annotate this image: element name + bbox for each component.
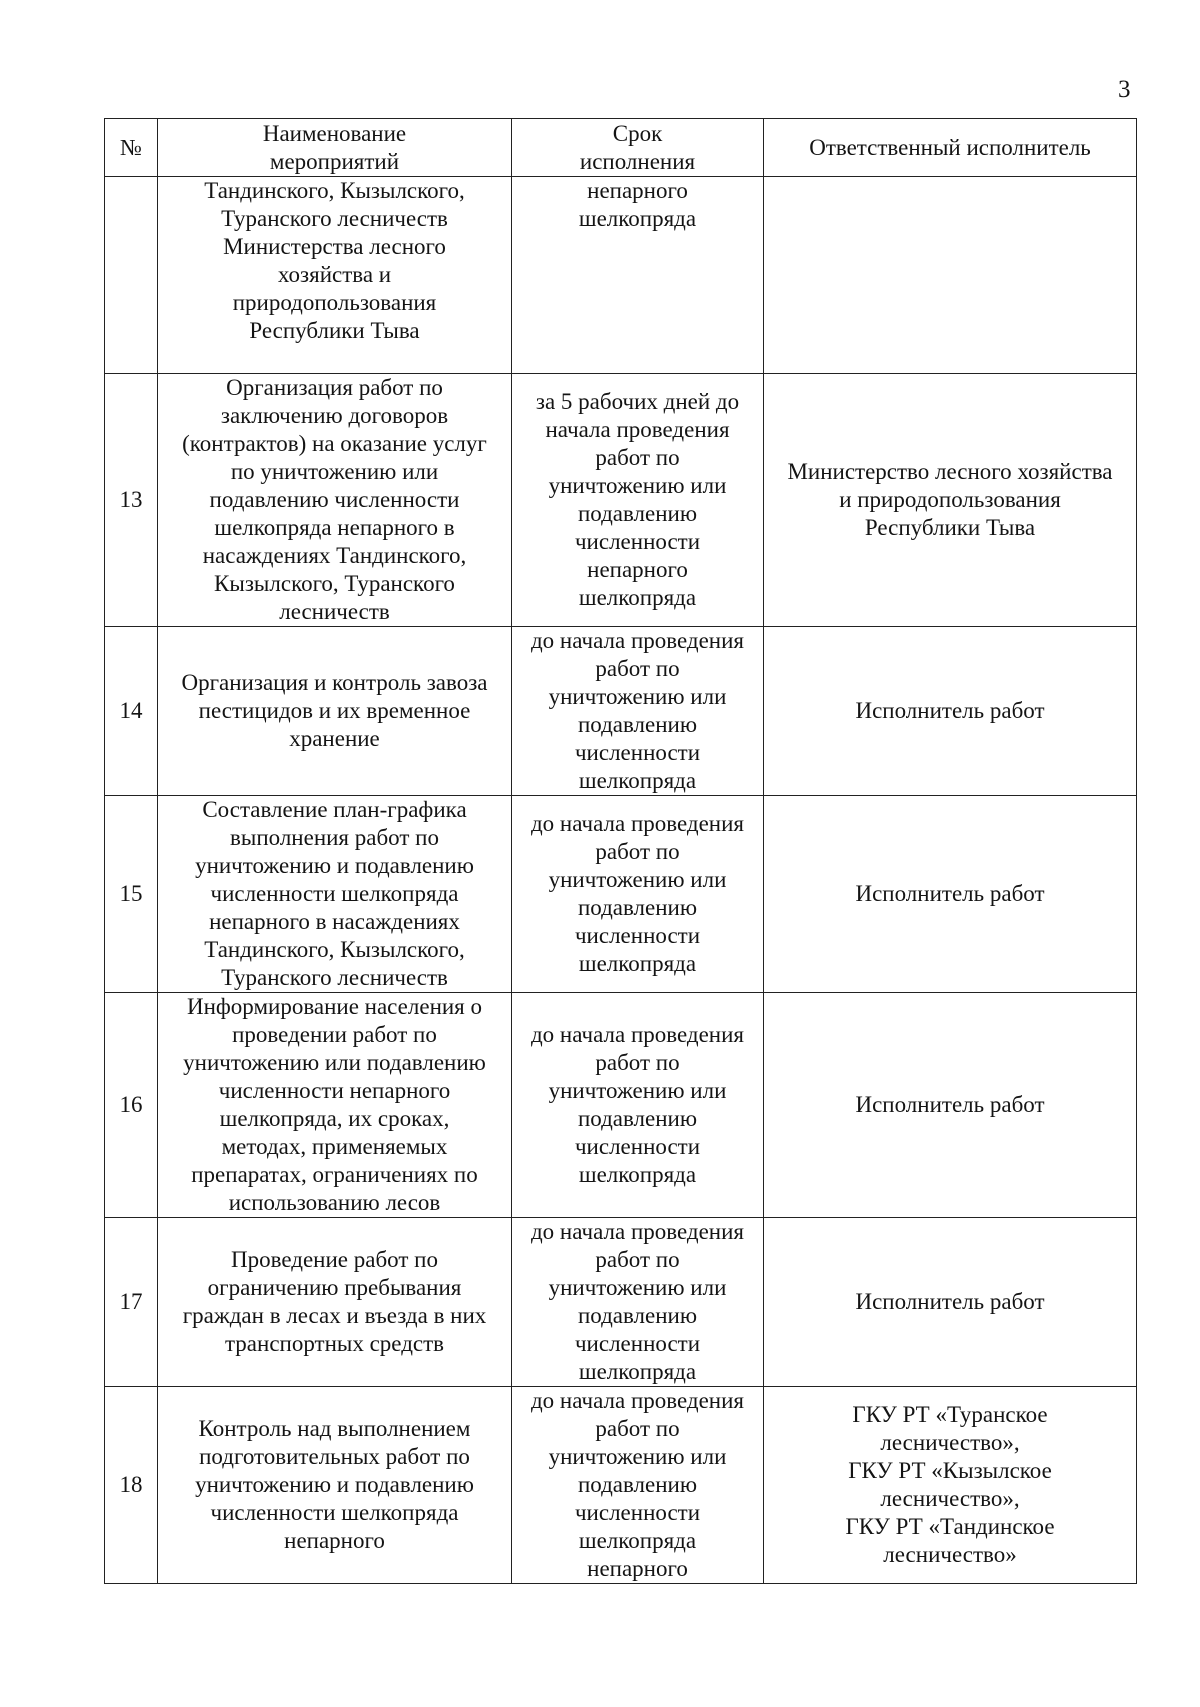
cell-name: Проведение работ по ограничению пребывания граждан в лесах и въезда в них транспортных средств xyxy=(158,1218,512,1387)
cell-responsible: Исполнитель работ xyxy=(764,796,1137,993)
page-number: 3 xyxy=(1118,76,1131,103)
cell-responsible: ГКУ РТ «Туранское лесничество», ГКУ РТ «Кызылское лесничество», ГКУ РТ «Тандинское лесничество» xyxy=(764,1387,1137,1584)
header-name: Наименование мероприятий xyxy=(158,119,512,177)
table-row xyxy=(105,627,1137,796)
activities-table xyxy=(104,118,1137,1584)
cell-no: 18 xyxy=(105,1387,158,1584)
cell-name: Составление план-графика выполнения работ по уничтожению и подавлению численности шелкопряда непарного в насаждениях Тандинского, Кызылского, Туранского лесничеств xyxy=(158,796,512,993)
cell-deadline: до начала проведения работ по уничтожению или подавлению численности шелкопряда xyxy=(512,1218,764,1387)
table-row xyxy=(105,374,1137,627)
cell-name: Информирование населения о проведении работ по уничтожению или подавлению численности непарного шелкопряда, их сроках, методах, применяемых препаратах, ограничениях по использованию лесов xyxy=(158,993,512,1218)
cell-no xyxy=(105,177,158,374)
table-row xyxy=(105,177,1137,374)
cell-responsible xyxy=(764,177,1137,374)
table-row xyxy=(105,1387,1137,1584)
cell-no: 15 xyxy=(105,796,158,993)
cell-deadline: до начала проведения работ по уничтожению или подавлению численности шелкопряда xyxy=(512,627,764,796)
cell-no: 16 xyxy=(105,993,158,1218)
cell-deadline: до начала проведения работ по уничтожению или подавлению численности шелкопряда xyxy=(512,796,764,993)
cell-responsible: Министерство лесного хозяйства и природопользования Республики Тыва xyxy=(764,374,1137,627)
cell-no: 17 xyxy=(105,1218,158,1387)
cell-name: Организация работ по заключению договоров (контрактов) на оказание услуг по уничтожению или подавлению численности шелкопряда непарного в насаждениях Тандинского, Кызылского, Туранского лесничеств xyxy=(158,374,512,627)
cell-deadline: до начала проведения работ по уничтожению или подавлению численности шелкопряда xyxy=(512,993,764,1218)
table-row xyxy=(105,993,1137,1218)
cell-no: 14 xyxy=(105,627,158,796)
cell-responsible: Исполнитель работ xyxy=(764,627,1137,796)
cell-no: 13 xyxy=(105,374,158,627)
cell-responsible: Исполнитель работ xyxy=(764,993,1137,1218)
cell-responsible: Исполнитель работ xyxy=(764,1218,1137,1387)
cell-name: Организация и контроль завоза пестицидов и их временное хранение xyxy=(158,627,512,796)
header-no: № xyxy=(105,119,158,177)
cell-name: Контроль над выполнением подготовительных работ по уничтожению и подавлению численности шелкопряда непарного xyxy=(158,1387,512,1584)
cell-deadline: за 5 рабочих дней до начала проведения работ по уничтожению или подавлению численности непарного шелкопряда xyxy=(512,374,764,627)
table-row xyxy=(105,796,1137,993)
table-row xyxy=(105,1218,1137,1387)
header-deadline: Срок исполнения xyxy=(512,119,764,177)
cell-name: Тандинского, Кызылского, Туранского лесничеств Министерства лесного хозяйства и природопользования Республики Тыва xyxy=(158,177,512,374)
header-responsible: Ответственный исполнитель xyxy=(764,119,1137,177)
table-header-row xyxy=(105,119,1137,177)
cell-deadline: непарного шелкопряда xyxy=(512,177,764,374)
cell-deadline: до начала проведения работ по уничтожению или подавлению численности шелкопряда непарного xyxy=(512,1387,764,1584)
